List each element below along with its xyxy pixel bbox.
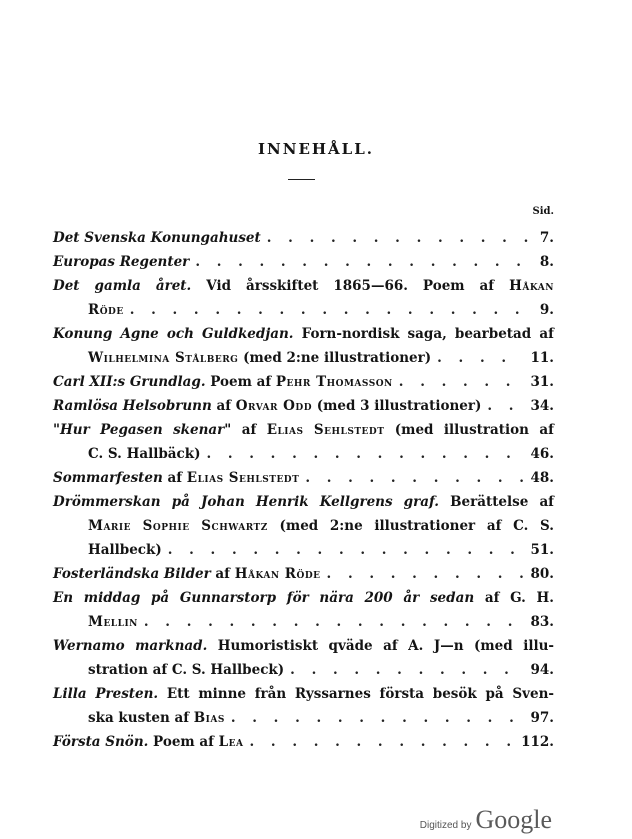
entry-title: Första Snön. <box>53 734 149 750</box>
entry-description: Hallbeck) <box>88 542 162 558</box>
entry-description: af <box>162 470 187 486</box>
entry-title: sedan <box>429 590 475 606</box>
entry-description: (med <box>279 518 319 534</box>
toc-entry <box>53 730 554 754</box>
entry-author: Mellin <box>88 614 138 630</box>
entry-description: 1865—66. <box>333 278 408 294</box>
entry-title: Fosterländska Bilder <box>53 566 211 582</box>
toc-entry-line <box>53 562 554 586</box>
entry-author: Schwartz <box>201 518 268 534</box>
entry-description: på <box>485 686 504 702</box>
page-number: 97. <box>530 710 554 726</box>
page-number: 34. <box>530 398 554 414</box>
entry-description: Ett <box>166 686 190 702</box>
entry-title: middag <box>83 590 141 606</box>
toc-entry-text <box>88 658 284 682</box>
page-number: 94. <box>530 662 554 678</box>
entry-description: af <box>539 494 554 510</box>
entry-author: Håkan <box>509 278 554 294</box>
toc-entry <box>53 490 554 562</box>
toc-entry-line <box>53 706 554 730</box>
entry-title: graf. <box>403 494 439 510</box>
page-number: 8. <box>539 254 554 270</box>
toc-entry <box>53 394 554 418</box>
toc-entry-line <box>53 370 554 394</box>
entry-title: Agne <box>120 326 159 342</box>
toc-entry-line <box>53 226 554 250</box>
toc-entry-line <box>53 394 554 418</box>
page-number: 83. <box>530 614 554 630</box>
entry-description: Humoristiskt <box>217 638 319 654</box>
google-logo: Google <box>475 805 552 834</box>
toc-entry <box>53 562 554 586</box>
toc-entry-line <box>53 322 554 346</box>
entry-description: (med <box>474 638 513 654</box>
toc-entry-text <box>53 634 554 658</box>
entry-description: A. <box>408 638 424 654</box>
toc-entry-line <box>53 514 554 538</box>
digitized-label: Digitized by <box>419 820 472 831</box>
dot-leader <box>124 298 532 322</box>
entry-description: illustration <box>443 422 529 438</box>
toc-entry-line <box>53 298 554 322</box>
entry-title: året. <box>155 278 192 294</box>
toc-entry-text <box>53 370 393 394</box>
toc-entry <box>53 682 554 730</box>
toc-entry-text <box>53 682 554 706</box>
page-number: 112. <box>521 734 554 750</box>
toc-entry-line <box>53 634 554 658</box>
toc-entry-text <box>53 418 554 442</box>
entry-description: första <box>379 686 425 702</box>
toc-entry-text <box>88 298 124 322</box>
entry-title: "Hur <box>53 422 90 438</box>
entry-title: Wernamo <box>53 638 125 654</box>
entry-title: skenar" <box>173 422 232 438</box>
toc-entry-line <box>53 658 554 682</box>
entry-description: S. <box>540 518 554 534</box>
dot-leader <box>431 346 522 370</box>
dot-leader <box>244 730 514 754</box>
toc-entry <box>53 466 554 490</box>
toc-entry-text <box>53 490 554 514</box>
entry-description: af <box>211 398 236 414</box>
page-number: 80. <box>530 566 554 582</box>
entry-title: 200 <box>364 590 393 606</box>
toc-entry <box>53 322 554 370</box>
entry-description: (med 3 illustrationer) <box>312 398 482 414</box>
toc-entry-line <box>53 610 554 634</box>
entry-description: Berättelse <box>450 494 529 510</box>
entry-author: Röde <box>88 302 124 318</box>
page-number: 9. <box>539 302 554 318</box>
toc-entry <box>53 370 554 394</box>
page-number: 11. <box>530 350 554 366</box>
dot-leader <box>261 226 532 250</box>
entry-title: gamla <box>94 278 141 294</box>
entry-author: Sophie <box>142 518 190 534</box>
toc-entry-text <box>53 394 481 418</box>
entry-title: för <box>286 590 309 606</box>
entry-description: C. S. Hallbäck) <box>88 446 201 462</box>
toc-entry-line <box>53 346 554 370</box>
entry-description: minne <box>198 686 246 702</box>
toc-entry-text <box>53 466 299 490</box>
entry-title: Carl XII:s Grundlag. <box>53 374 206 390</box>
entry-author: Elias Sehlstedt <box>186 470 300 486</box>
entry-description: från <box>254 686 287 702</box>
entry-description: årsskiftet <box>245 278 319 294</box>
entry-description: bearbetad <box>454 326 532 342</box>
entry-description: Ryssarnes <box>294 686 371 702</box>
entry-description: saga, <box>407 326 447 342</box>
page-number: 48. <box>530 470 554 486</box>
entry-title: Lilla <box>53 686 87 702</box>
page-number: 7. <box>539 230 554 246</box>
entry-title: Pegasen <box>100 422 163 438</box>
toc-entry-text <box>88 538 162 562</box>
entry-title: Europas Regenter <box>53 254 190 270</box>
entry-title: och <box>166 326 194 342</box>
entry-description: G. <box>510 590 526 606</box>
entry-description: af <box>539 422 554 438</box>
entry-description: ska kusten af <box>88 710 194 726</box>
entry-description: af <box>484 590 500 606</box>
entry-title: Det <box>53 278 80 294</box>
entry-author: Bias <box>193 710 225 726</box>
toc-entry <box>53 418 554 466</box>
dot-leader <box>200 442 522 466</box>
entry-author: Marie <box>88 518 131 534</box>
entry-title: nära <box>319 590 354 606</box>
entry-description: H. <box>536 590 554 606</box>
entry-title: Ramlösa Helsobrunn <box>53 398 212 414</box>
entry-description: af <box>241 422 257 438</box>
entry-author: Elias <box>266 422 304 438</box>
table-of-contents <box>53 226 554 754</box>
entry-title: Guldkedjan. <box>202 326 294 342</box>
entry-title: på <box>150 590 170 606</box>
toc-entry-line <box>53 682 554 706</box>
toc-entry-line <box>53 250 554 274</box>
entry-title: En <box>53 590 74 606</box>
entry-author: Håkan Röde <box>234 566 321 582</box>
toc-entry-line <box>53 586 554 610</box>
dot-leader <box>321 562 523 586</box>
entry-title: Konung <box>53 326 113 342</box>
entry-title: på <box>171 494 190 510</box>
page-title: INNEHÅLL. <box>258 140 374 158</box>
title-divider <box>288 179 315 180</box>
entry-author: Sehlstedt <box>313 422 385 438</box>
dot-leader <box>299 466 522 490</box>
entry-description: af <box>486 518 502 534</box>
entry-title: Presten. <box>95 686 159 702</box>
toc-entry <box>53 250 554 274</box>
entry-author: Wilhelmina Stålberg <box>88 350 239 366</box>
entry-description: af <box>479 278 495 294</box>
entry-description: 2:ne <box>329 518 363 534</box>
entry-description: Sven- <box>512 686 554 702</box>
toc-entry-text <box>53 730 244 754</box>
entry-title: Drömmerskan <box>53 494 161 510</box>
toc-entry-line <box>53 466 554 490</box>
page-number: 31. <box>530 374 554 390</box>
toc-entry-line <box>53 442 554 466</box>
page-number: 46. <box>530 446 554 462</box>
entry-title: Henrik <box>255 494 309 510</box>
entry-description: J—n <box>433 638 464 654</box>
entry-description: af <box>383 638 398 654</box>
page-column-label: Sid. <box>532 206 554 217</box>
toc-entry-line <box>53 538 554 562</box>
toc-entry <box>53 274 554 322</box>
entry-title: Det Svenska Konungahuset <box>53 230 261 246</box>
toc-entry <box>53 586 554 634</box>
entry-title: Gunnarstorp <box>179 590 277 606</box>
entry-description: illu- <box>523 638 554 654</box>
toc-entry-text <box>53 226 261 250</box>
dot-leader <box>162 538 523 562</box>
dot-leader <box>189 250 532 274</box>
entry-description: (med 2:ne illustrationer) <box>238 350 432 366</box>
toc-entry-text <box>88 610 138 634</box>
dot-leader <box>284 658 522 682</box>
toc-entry-line <box>53 490 554 514</box>
toc-entry-text <box>53 322 554 346</box>
dot-leader <box>138 610 523 634</box>
toc-entry-text <box>88 442 200 466</box>
toc-entry <box>53 226 554 250</box>
toc-entry-text <box>53 250 189 274</box>
entry-description: stration af C. S. Hallbeck) <box>88 662 285 678</box>
entry-title: år <box>403 590 420 606</box>
entry-description: besök <box>432 686 477 702</box>
toc-entry-line <box>53 418 554 442</box>
entry-description: Vid <box>206 278 232 294</box>
entry-title: Johan <box>201 494 245 510</box>
entry-author: Lea <box>218 734 244 750</box>
entry-author: Pehr Thomasson <box>275 374 393 390</box>
entry-description: Poem af <box>205 374 276 390</box>
toc-entry-text <box>53 274 554 298</box>
toc-entry-text <box>88 706 225 730</box>
entry-description: Poem <box>422 278 465 294</box>
entry-title: Sommarfesten <box>53 470 163 486</box>
toc-entry-text <box>53 586 554 610</box>
entry-description: C. <box>513 518 529 534</box>
entry-author: Orvar Odd <box>235 398 313 414</box>
page-number: 51. <box>530 542 554 558</box>
toc-entry-line <box>53 730 554 754</box>
toc-entry-line <box>53 274 554 298</box>
digitized-footer <box>420 805 552 835</box>
entry-description: Forn-nordisk <box>301 326 400 342</box>
toc-entry <box>53 634 554 682</box>
entry-description: af <box>210 566 235 582</box>
dot-leader <box>225 706 523 730</box>
toc-entry-text <box>88 346 431 370</box>
entry-description: (med <box>394 422 434 438</box>
entry-description: illustrationer <box>374 518 476 534</box>
toc-entry-text <box>53 562 321 586</box>
entry-title: Kellgrens <box>319 494 393 510</box>
dot-leader <box>393 370 523 394</box>
toc-entry-text <box>88 514 554 538</box>
entry-description: af <box>539 326 554 342</box>
entry-description: Poem af <box>148 734 219 750</box>
entry-title: marknad. <box>135 638 208 654</box>
entry-description: qväde <box>328 638 373 654</box>
dot-leader <box>481 394 522 418</box>
